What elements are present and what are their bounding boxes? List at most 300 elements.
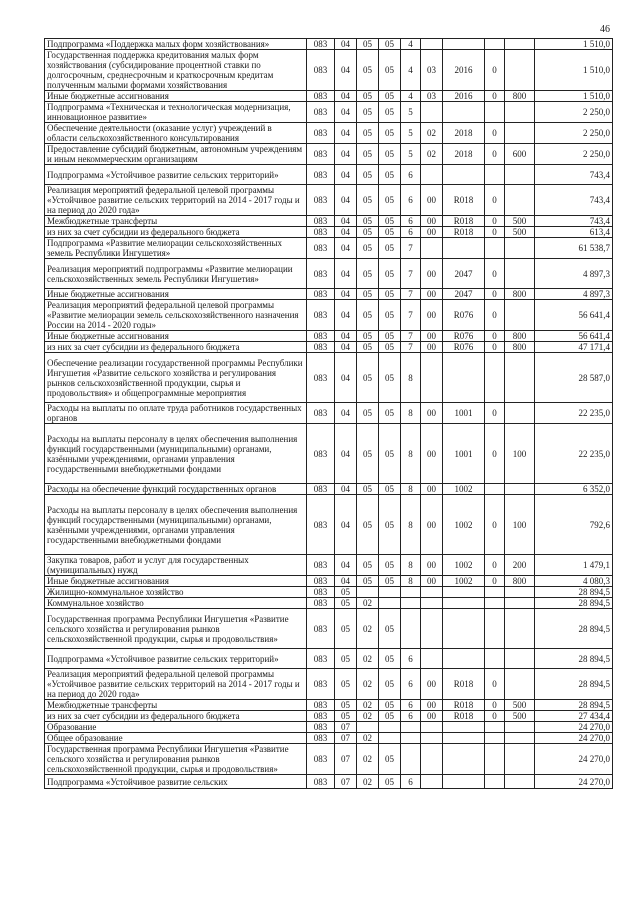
code-cell: 5 <box>401 102 421 123</box>
code-cell <box>443 733 485 744</box>
code-cell: 04 <box>335 238 357 259</box>
code-cell <box>443 587 485 598</box>
code-cell <box>401 598 421 609</box>
code-cell <box>485 775 505 789</box>
code-cell <box>505 123 535 144</box>
code-cell: 0 <box>485 91 505 102</box>
row-amount: 24 270,0 <box>535 744 613 775</box>
row-amount: 61 538,7 <box>535 238 613 259</box>
code-cell: 00 <box>421 342 443 353</box>
code-cell: 7 <box>401 331 421 342</box>
code-cell: 083 <box>307 403 335 424</box>
code-cell: 00 <box>421 700 443 711</box>
code-cell: 500 <box>505 227 535 238</box>
code-cell: 05 <box>335 587 357 598</box>
code-cell: 05 <box>379 484 401 495</box>
code-cell: 04 <box>335 91 357 102</box>
code-cell: 04 <box>335 353 357 403</box>
code-cell: 05 <box>357 424 379 484</box>
row-name: Иные бюджетные ассигнования <box>45 289 307 300</box>
code-cell: 05 <box>379 144 401 165</box>
row-amount: 6 352,0 <box>535 484 613 495</box>
row-amount: 1 510,0 <box>535 91 613 102</box>
code-cell <box>485 238 505 259</box>
code-cell: 083 <box>307 744 335 775</box>
code-cell: 00 <box>421 484 443 495</box>
code-cell: 05 <box>357 331 379 342</box>
code-cell: 083 <box>307 587 335 598</box>
table-row <box>45 216 613 227</box>
code-cell: 083 <box>307 424 335 484</box>
code-cell <box>421 165 443 185</box>
code-cell <box>401 722 421 733</box>
code-cell: 083 <box>307 700 335 711</box>
code-cell: 05 <box>357 39 379 50</box>
code-cell: 05 <box>357 484 379 495</box>
row-name: Реализация мероприятий федеральной целевой программы «Устойчивое развитие сельских территорий на 2014 - 2017 годы и на период до 2020 года» <box>45 185 307 216</box>
code-cell: 8 <box>401 484 421 495</box>
budget-table <box>44 38 613 789</box>
row-amount: 2 250,0 <box>535 123 613 144</box>
table-row <box>45 495 613 555</box>
table-row <box>45 609 613 649</box>
code-cell: 8 <box>401 576 421 587</box>
row-name: Реализация мероприятий федеральной целевой программы «Устойчивое развитие сельских территорий на 2014 - 2017 годы и на период до 2020 года» <box>45 669 307 700</box>
code-cell <box>505 353 535 403</box>
row-amount: 2 250,0 <box>535 144 613 165</box>
code-cell <box>421 649 443 669</box>
code-cell <box>379 722 401 733</box>
row-amount: 22 235,0 <box>535 403 613 424</box>
code-cell: 05 <box>357 102 379 123</box>
code-cell: 1001 <box>443 403 485 424</box>
row-name: Закупка товаров, работ и услуг для государственных (муниципальных) нужд <box>45 555 307 576</box>
code-cell: 083 <box>307 555 335 576</box>
code-cell <box>379 598 401 609</box>
table-row <box>45 587 613 598</box>
code-cell: 05 <box>357 123 379 144</box>
code-cell: 0 <box>485 576 505 587</box>
code-cell: 05 <box>379 289 401 300</box>
table-row <box>45 576 613 587</box>
code-cell <box>505 185 535 216</box>
code-cell: 4 <box>401 91 421 102</box>
row-amount: 28 894,5 <box>535 587 613 598</box>
code-cell: 2047 <box>443 289 485 300</box>
code-cell: 05 <box>379 669 401 700</box>
row-name: Расходы на выплаты по оплате труда работников государственных органов <box>45 403 307 424</box>
code-cell: 05 <box>357 91 379 102</box>
code-cell: 05 <box>379 342 401 353</box>
code-cell: 4 <box>401 39 421 50</box>
code-cell: 05 <box>335 649 357 669</box>
code-cell: 0 <box>485 289 505 300</box>
code-cell: 8 <box>401 353 421 403</box>
code-cell: 05 <box>379 238 401 259</box>
code-cell: 05 <box>357 185 379 216</box>
code-cell <box>401 744 421 775</box>
code-cell: 6 <box>401 216 421 227</box>
row-amount: 743,4 <box>535 165 613 185</box>
code-cell: 083 <box>307 353 335 403</box>
table-row <box>45 144 613 165</box>
code-cell: 200 <box>505 555 535 576</box>
row-amount: 24 270,0 <box>535 722 613 733</box>
code-cell <box>421 775 443 789</box>
table-row <box>45 555 613 576</box>
row-amount: 24 270,0 <box>535 775 613 789</box>
code-cell: 083 <box>307 165 335 185</box>
code-cell: 083 <box>307 227 335 238</box>
code-cell <box>485 733 505 744</box>
code-cell <box>443 722 485 733</box>
code-cell <box>505 598 535 609</box>
code-cell: 6 <box>401 649 421 669</box>
code-cell: 02 <box>421 144 443 165</box>
code-cell: 02 <box>357 598 379 609</box>
code-cell: 04 <box>335 300 357 331</box>
code-cell: 800 <box>505 91 535 102</box>
row-name: Расходы на обеспечение функций государственных органов <box>45 484 307 495</box>
code-cell: 800 <box>505 576 535 587</box>
code-cell: 03 <box>421 91 443 102</box>
code-cell: 02 <box>357 775 379 789</box>
table-row <box>45 123 613 144</box>
code-cell: 02 <box>357 744 379 775</box>
code-cell: 083 <box>307 238 335 259</box>
code-cell: 0 <box>485 50 505 91</box>
row-name: Иные бюджетные ассигнования <box>45 576 307 587</box>
row-name: Подпрограмма «Техническая и технологическая модернизация, инновационное развитие» <box>45 102 307 123</box>
row-amount: 4 897,3 <box>535 289 613 300</box>
code-cell: 05 <box>379 649 401 669</box>
code-cell: 04 <box>335 259 357 289</box>
code-cell: 0 <box>485 495 505 555</box>
code-cell: 04 <box>335 342 357 353</box>
code-cell <box>485 587 505 598</box>
code-cell: 04 <box>335 484 357 495</box>
code-cell: 00 <box>421 424 443 484</box>
code-cell: 083 <box>307 102 335 123</box>
row-name: Подпрограмма «Устойчивое развитие сельских территорий» <box>45 649 307 669</box>
code-cell: 00 <box>421 185 443 216</box>
row-name: Государственная поддержка кредитования малых форм хозяйствования (субсидирование процентной ставки по долгосрочным, среднесрочным и краткосрочным кредитам полученным малыми формами хозяйствования <box>45 50 307 91</box>
code-cell: 05 <box>379 744 401 775</box>
code-cell: 02 <box>357 609 379 649</box>
row-name: Расходы на выплаты персоналу в целях обеспечения выполнения функций государственными (муниципальными) органами, казёнными учреждениями, органами управления государственными внебюджетными фондами <box>45 495 307 555</box>
code-cell <box>485 353 505 403</box>
code-cell: 05 <box>379 700 401 711</box>
code-cell <box>505 722 535 733</box>
code-cell: 8 <box>401 403 421 424</box>
code-cell <box>485 609 505 649</box>
code-cell: 083 <box>307 342 335 353</box>
code-cell: 083 <box>307 598 335 609</box>
code-cell: R018 <box>443 216 485 227</box>
code-cell <box>485 165 505 185</box>
code-cell: 1001 <box>443 424 485 484</box>
code-cell: 6 <box>401 165 421 185</box>
table-row <box>45 649 613 669</box>
row-amount: 613,4 <box>535 227 613 238</box>
code-cell: 05 <box>379 331 401 342</box>
code-cell: 100 <box>505 495 535 555</box>
code-cell: 05 <box>379 403 401 424</box>
code-cell: 7 <box>401 238 421 259</box>
code-cell: 05 <box>379 39 401 50</box>
table-row <box>45 331 613 342</box>
code-cell <box>505 587 535 598</box>
code-cell: 05 <box>379 711 401 722</box>
code-cell: 600 <box>505 144 535 165</box>
row-amount: 1 510,0 <box>535 39 613 50</box>
code-cell: 05 <box>357 495 379 555</box>
code-cell: 05 <box>357 289 379 300</box>
code-cell <box>505 259 535 289</box>
code-cell: 00 <box>421 495 443 555</box>
row-name: Государственная программа Республики Ингушетия «Развитие сельского хозяйства и регулирования рынков сельскохозяйственной продукции, сырья и продовольствия» <box>45 609 307 649</box>
code-cell <box>421 598 443 609</box>
code-cell: 05 <box>335 669 357 700</box>
code-cell: 00 <box>421 576 443 587</box>
table-row <box>45 484 613 495</box>
row-name: Иные бюджетные ассигнования <box>45 331 307 342</box>
code-cell: 02 <box>357 711 379 722</box>
code-cell: 0 <box>485 259 505 289</box>
code-cell: 05 <box>379 300 401 331</box>
row-name: Жилищно-коммунальное хозяйство <box>45 587 307 598</box>
row-amount: 2 250,0 <box>535 102 613 123</box>
code-cell: 05 <box>379 91 401 102</box>
code-cell: 083 <box>307 39 335 50</box>
code-cell: 05 <box>357 403 379 424</box>
table-row <box>45 700 613 711</box>
row-amount: 27 434,4 <box>535 711 613 722</box>
code-cell: 4 <box>401 50 421 91</box>
code-cell <box>421 587 443 598</box>
code-cell: R018 <box>443 185 485 216</box>
code-cell: 0 <box>485 300 505 331</box>
row-name: Обеспечение деятельности (оказание услуг) учреждений в области сельскохозяйственного консультирования <box>45 123 307 144</box>
code-cell: 0 <box>485 123 505 144</box>
code-cell: 05 <box>379 353 401 403</box>
code-cell: 05 <box>379 259 401 289</box>
code-cell: 083 <box>307 331 335 342</box>
code-cell <box>421 733 443 744</box>
table-row <box>45 403 613 424</box>
table-row <box>45 185 613 216</box>
code-cell: 07 <box>335 722 357 733</box>
code-cell: 083 <box>307 259 335 289</box>
code-cell <box>379 587 401 598</box>
row-name: из них за счет субсидии из федерального бюджета <box>45 227 307 238</box>
code-cell: 05 <box>357 50 379 91</box>
code-cell: 05 <box>357 216 379 227</box>
code-cell <box>443 102 485 123</box>
code-cell: 083 <box>307 300 335 331</box>
code-cell: 1002 <box>443 484 485 495</box>
row-name: Межбюджетные трансферты <box>45 700 307 711</box>
code-cell: 04 <box>335 576 357 587</box>
code-cell: R018 <box>443 700 485 711</box>
table-row <box>45 353 613 403</box>
code-cell: 07 <box>335 744 357 775</box>
code-cell: 500 <box>505 700 535 711</box>
code-cell: 04 <box>335 102 357 123</box>
code-cell <box>421 238 443 259</box>
code-cell <box>357 587 379 598</box>
row-name: Подпрограмма «Поддержка малых форм хозяйствования» <box>45 39 307 50</box>
code-cell: 04 <box>335 216 357 227</box>
code-cell: 05 <box>379 50 401 91</box>
code-cell: 1002 <box>443 495 485 555</box>
row-name: Государственная программа Республики Ингушетия «Развитие сельского хозяйства и регулирования рынков сельскохозяйственной продукции, сырья и продовольствия» <box>45 744 307 775</box>
code-cell: 02 <box>357 649 379 669</box>
table-row <box>45 238 613 259</box>
code-cell <box>505 300 535 331</box>
code-cell: 1002 <box>443 555 485 576</box>
code-cell <box>401 733 421 744</box>
code-cell: 6 <box>401 185 421 216</box>
code-cell: 7 <box>401 300 421 331</box>
row-amount: 1 479,1 <box>535 555 613 576</box>
code-cell: 05 <box>379 123 401 144</box>
code-cell: 00 <box>421 259 443 289</box>
code-cell: 05 <box>335 711 357 722</box>
code-cell: 8 <box>401 495 421 555</box>
table-row <box>45 165 613 185</box>
code-cell: 083 <box>307 609 335 649</box>
code-cell: 04 <box>335 289 357 300</box>
code-cell: 500 <box>505 216 535 227</box>
table-row <box>45 227 613 238</box>
code-cell: 083 <box>307 123 335 144</box>
code-cell: 00 <box>421 216 443 227</box>
code-cell: 04 <box>335 331 357 342</box>
code-cell: 083 <box>307 216 335 227</box>
code-cell <box>485 484 505 495</box>
table-row <box>45 733 613 744</box>
code-cell: 7 <box>401 342 421 353</box>
code-cell <box>443 238 485 259</box>
code-cell <box>421 39 443 50</box>
row-name: Подпрограмма «Устойчивое развитие сельских <box>45 775 307 789</box>
code-cell: 05 <box>379 102 401 123</box>
code-cell: 02 <box>357 733 379 744</box>
code-cell: 6 <box>401 775 421 789</box>
table-row <box>45 424 613 484</box>
code-cell: 2047 <box>443 259 485 289</box>
code-cell: 05 <box>379 185 401 216</box>
code-cell <box>485 744 505 775</box>
row-amount: 28 894,5 <box>535 669 613 700</box>
row-name: Общее образование <box>45 733 307 744</box>
code-cell: 04 <box>335 39 357 50</box>
table-row <box>45 598 613 609</box>
code-cell: 083 <box>307 484 335 495</box>
table-row <box>45 300 613 331</box>
code-cell: 05 <box>357 144 379 165</box>
code-cell <box>443 598 485 609</box>
code-cell: 04 <box>335 50 357 91</box>
row-name: Образование <box>45 722 307 733</box>
code-cell: 05 <box>335 609 357 649</box>
code-cell: 0 <box>485 216 505 227</box>
code-cell: R018 <box>443 669 485 700</box>
code-cell <box>505 102 535 123</box>
code-cell <box>421 609 443 649</box>
code-cell: 083 <box>307 50 335 91</box>
code-cell: 05 <box>379 216 401 227</box>
code-cell: 00 <box>421 227 443 238</box>
table-row <box>45 91 613 102</box>
code-cell: 083 <box>307 711 335 722</box>
code-cell <box>357 722 379 733</box>
code-cell: 04 <box>335 495 357 555</box>
code-cell: 05 <box>357 353 379 403</box>
code-cell: 07 <box>335 733 357 744</box>
code-cell: 0 <box>485 711 505 722</box>
code-cell <box>485 598 505 609</box>
code-cell: 2018 <box>443 144 485 165</box>
table-row <box>45 259 613 289</box>
code-cell <box>505 775 535 789</box>
row-name: Расходы на выплаты персоналу в целях обеспечения выполнения функций государственными (муниципальными) органами, казёнными учреждениями, органами управления государственными внебюджетными фондами <box>45 424 307 484</box>
code-cell: 05 <box>357 300 379 331</box>
code-cell: 00 <box>421 711 443 722</box>
row-amount: 28 894,5 <box>535 598 613 609</box>
code-cell: 05 <box>379 495 401 555</box>
code-cell: 0 <box>485 227 505 238</box>
code-cell: 500 <box>505 711 535 722</box>
table-row <box>45 711 613 722</box>
page-number: 46 <box>600 24 610 35</box>
code-cell <box>505 165 535 185</box>
code-cell: 04 <box>335 185 357 216</box>
row-amount: 28 894,5 <box>535 649 613 669</box>
code-cell <box>443 353 485 403</box>
row-name: Подпрограмма «Устойчивое развитие сельских территорий» <box>45 165 307 185</box>
row-amount: 47 171,4 <box>535 342 613 353</box>
code-cell: 7 <box>401 259 421 289</box>
code-cell <box>505 744 535 775</box>
code-cell: 05 <box>357 238 379 259</box>
code-cell <box>505 238 535 259</box>
code-cell: 100 <box>505 424 535 484</box>
code-cell: 083 <box>307 144 335 165</box>
table-row <box>45 50 613 91</box>
row-amount: 24 270,0 <box>535 733 613 744</box>
code-cell: 083 <box>307 185 335 216</box>
code-cell <box>485 722 505 733</box>
code-cell: 0 <box>485 185 505 216</box>
code-cell <box>443 649 485 669</box>
row-amount: 792,6 <box>535 495 613 555</box>
code-cell: 05 <box>335 700 357 711</box>
code-cell: 083 <box>307 775 335 789</box>
code-cell: 04 <box>335 144 357 165</box>
row-amount: 28 894,5 <box>535 700 613 711</box>
code-cell: 05 <box>379 227 401 238</box>
code-cell: 083 <box>307 495 335 555</box>
code-cell: R076 <box>443 342 485 353</box>
code-cell: 04 <box>335 227 357 238</box>
code-cell: 8 <box>401 424 421 484</box>
code-cell: 5 <box>401 144 421 165</box>
row-amount: 4 897,3 <box>535 259 613 289</box>
row-name: из них за счет субсидии из федерального бюджета <box>45 342 307 353</box>
code-cell: R076 <box>443 300 485 331</box>
